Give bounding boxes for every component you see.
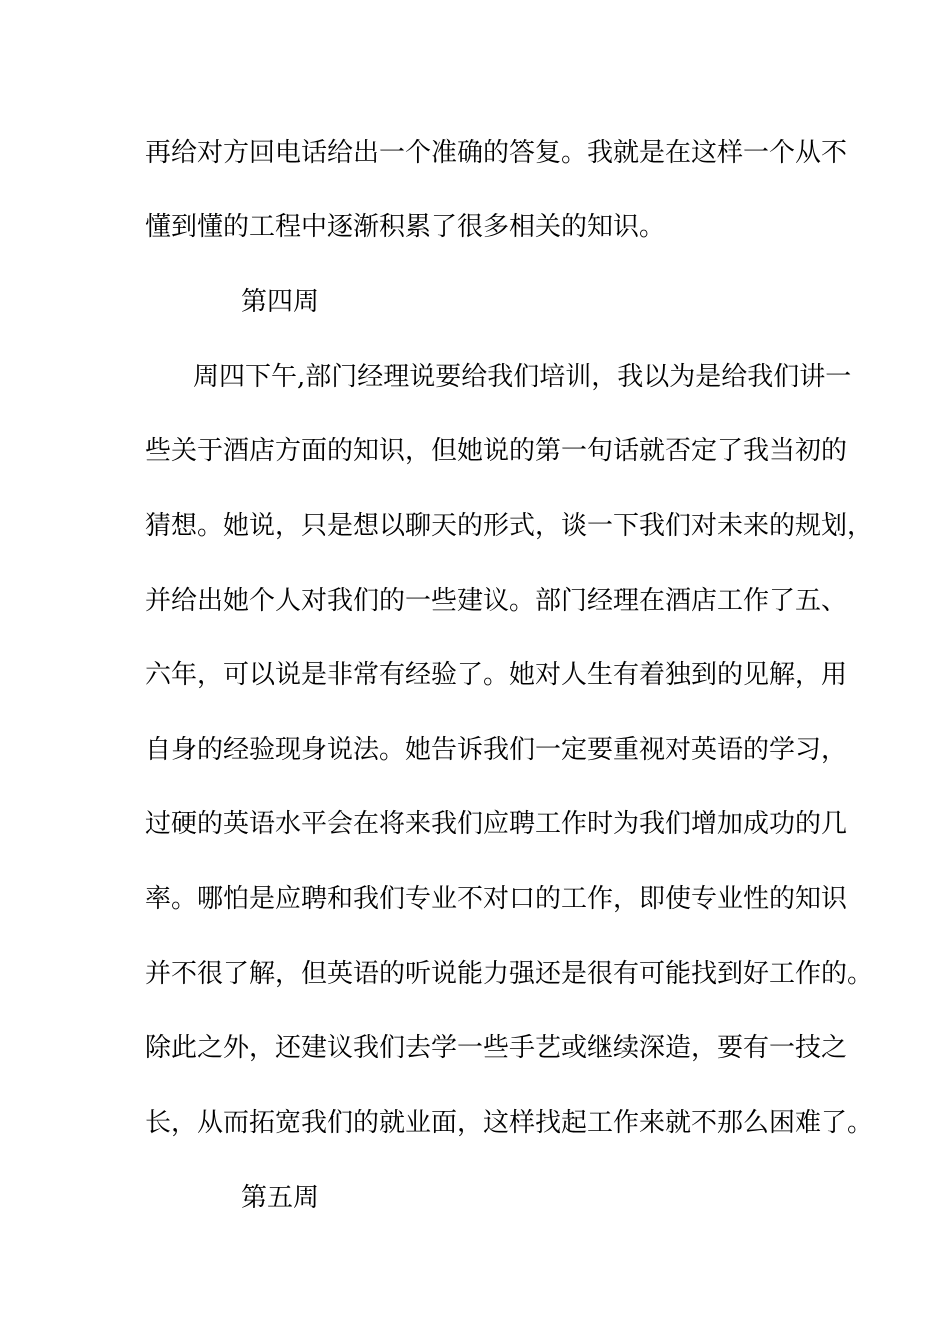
paragraph-line: 率。哪怕是应聘和我们专业不对口的工作，即使专业性的知识 [145,884,848,914]
paragraph-line: 再给对方回电话给出一个准确的答复。我就是在这样一个从不 [145,138,848,168]
paragraph-line: 猜想。她说，只是想以聊天的形式，谈一下我们对未来的规划， [145,511,874,541]
paragraph-line: 六年，可以说是非常有经验了。她对人生有着独到的见解，用 [145,660,848,690]
paragraph-line: 长，从而拓宽我们的就业面，这样找起工作来就不那么困难了。 [145,1108,874,1138]
paragraph-line: 并不很了解，但英语的听说能力强还是很有可能找到好工作的。 [145,959,874,989]
paragraph-line: 些关于酒店方面的知识，但她说的第一句话就否定了我当初的 [145,436,848,466]
paragraph-line: 自身的经验现身说法。她告诉我们一定要重视对英语的学习， [145,735,848,765]
paragraph-line: 懂到懂的工程中逐渐积累了很多相关的知识。 [145,212,666,242]
paragraph-line: 并给出她个人对我们的一些建议。部门经理在酒店工作了五、 [145,586,848,616]
paragraph-line: 过硬的英语水平会在将来我们应聘工作时为我们增加成功的几 [145,809,848,839]
paragraph-line: 除此之外，还建议我们去学一些手艺或继续深造，要有一技之 [145,1033,848,1063]
section-heading-week-5: 第五周 [241,1183,320,1213]
section-heading-week-4: 第四周 [241,287,320,317]
paragraph-line: 周四下午,部门经理说要给我们培训，我以为是给我们讲一 [193,362,852,392]
